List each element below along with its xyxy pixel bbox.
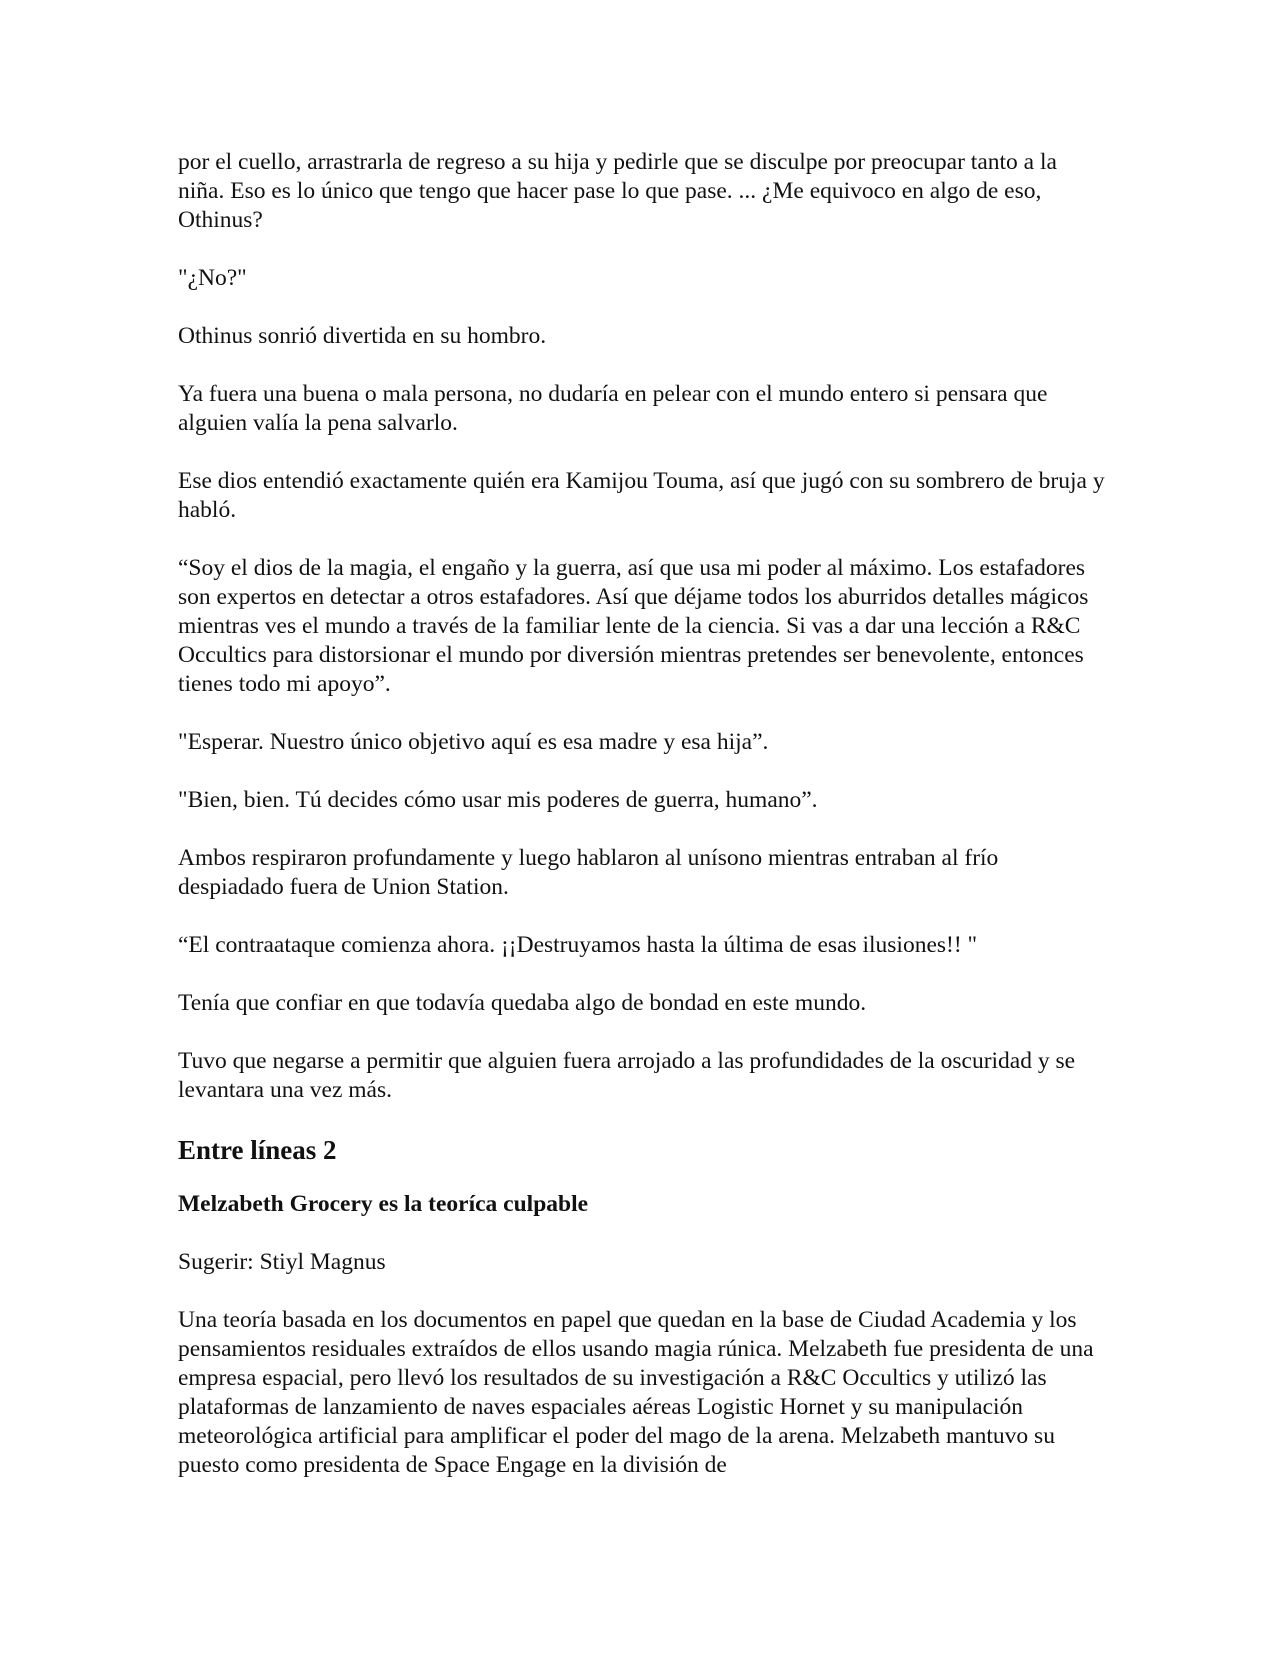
paragraph: “El contraataque comienza ahora. ¡¡Destruyamos hasta la última de esas ilusiones!! " (178, 932, 978, 958)
paragraph: “Soy el dios de la magia, el engaño y la guerra, así que usa mi poder al máximo. Los estafadores son expertos en detectar a otros estafadores. Así que déjame todos los aburridos detalles mágicos mientras ves el mundo a través de la familiar lente de la ciencia. Si vas a dar una lección a R&C Occultics para distorsionar el mundo por diversión mientras pretendes ser benevolente, entonces tienes todo mi apoyo”. (178, 555, 1089, 697)
paragraph: Tuvo que negarse a permitir que alguien fuera arrojado a las profundidades de la oscuridad y se levantara una vez más. (178, 1048, 1076, 1103)
paragraph: "Esperar. Nuestro único objetivo aquí es esa madre y esa hija”. (178, 729, 769, 755)
paragraph: por el cuello, arrastrarla de regreso a su hija y pedirle que se disculpe por preocupar tanto a la niña. Eso es lo único que tengo que hacer pase lo que pase. ... ¿Me equivoco en algo de eso, Othinus? (178, 149, 1057, 233)
paragraph: "Bien, bien. Tú decides cómo usar mis poderes de guerra, humano”. (178, 787, 818, 813)
paragraph: Tenía que confiar en que todavía quedaba algo de bondad en este mundo. (178, 990, 867, 1016)
paragraph: Othinus sonrió divertida en su hombro. (178, 323, 547, 349)
section-heading: Entre líneas 2 (178, 1135, 337, 1165)
paragraph: Ambos respiraron profundamente y luego hablaron al unísono mientras entraban al frío despiadado fuera de Union Station. (178, 845, 999, 900)
final-paragraph: Una teoría basada en los documentos en papel que quedan en la base de Ciudad Academia y los pensamientos residuales extraídos de ellos usando magia rúnica. Melzabeth fue presidenta de una empresa espacial, pero llevó los resultados de su investigación a R&C Occultics y utilizó las plataformas de lanzamiento de naves espaciales aéreas Logistic Hornet y su manipulación meteorológica artificial para amplificar el poder del mago de la arena. Melzabeth mantuvo su puesto como presidenta de Space Engage en la división de (178, 1307, 1094, 1478)
document-page (178, 148, 1108, 1509)
paragraph: Ese dios entendió exactamente quién era Kamijou Touma, así que jugó con su sombrero de bruja y habló. (178, 468, 1105, 523)
paragraph: "¿No?" (178, 265, 247, 291)
paragraph: Ya fuera una buena o mala persona, no dudaría en pelear con el mundo entero si pensara que alguien valía la pena salvarlo. (178, 381, 1048, 436)
suggest-line: Sugerir: Stiyl Magnus (178, 1249, 386, 1275)
subheading: Melzabeth Grocery es la teoríca culpable (178, 1191, 589, 1217)
